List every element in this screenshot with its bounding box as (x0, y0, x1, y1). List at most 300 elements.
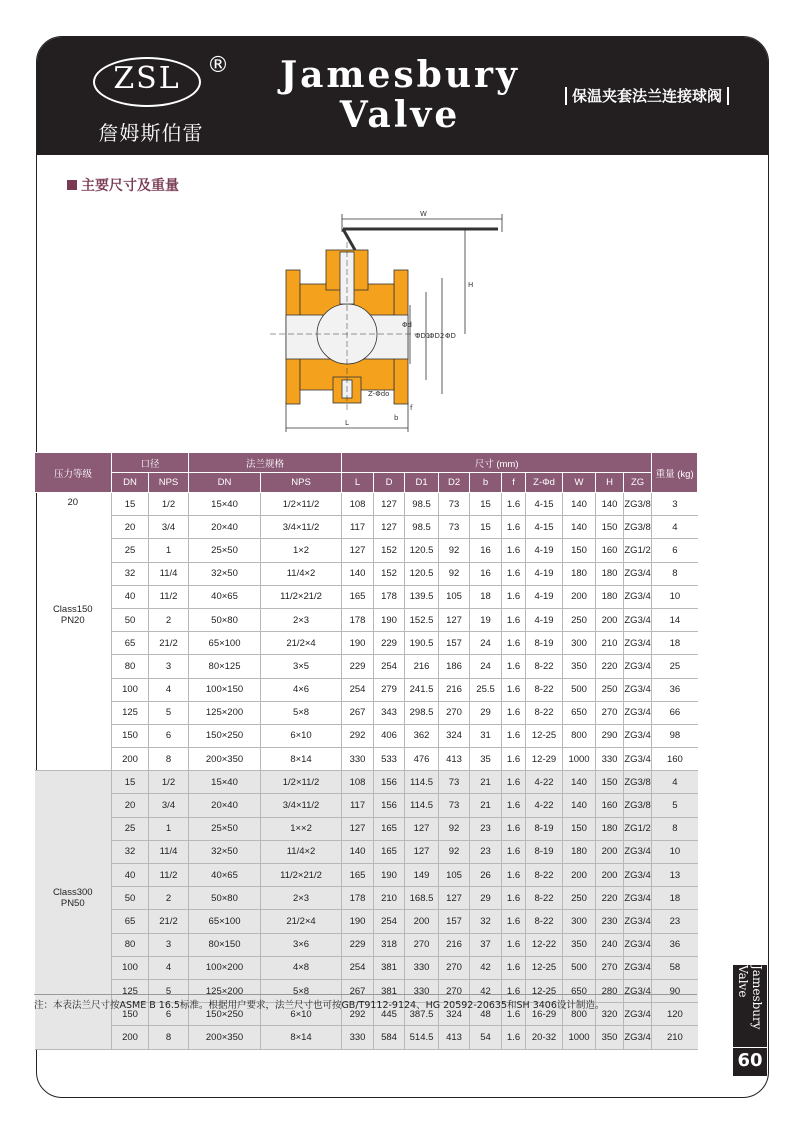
table-cell: 12-22 (526, 933, 563, 956)
table-cell: 3×5 (261, 655, 342, 678)
table-cell: 4-15 (526, 516, 563, 539)
table-row (35, 748, 698, 771)
table-cell: 4-22 (526, 771, 563, 794)
table-cell: 2×3 (261, 887, 342, 910)
table-cell: 165 (374, 840, 405, 863)
table-cell: 40 (112, 585, 149, 608)
table-cell: 381 (374, 979, 405, 1002)
table-cell: 210 (652, 1026, 698, 1049)
table-cell: 37 (470, 933, 502, 956)
table-cell: 8×14 (261, 1026, 342, 1049)
table-cell: 127 (374, 516, 405, 539)
table-cell: ZG3/4 (624, 979, 652, 1002)
table-cell: 32 (112, 562, 149, 585)
table-cell: 8-22 (526, 678, 563, 701)
label-w: W (420, 210, 427, 218)
table-cell: 35 (470, 748, 502, 771)
table-cell: 200 (596, 840, 624, 863)
table-cell: 229 (342, 933, 374, 956)
table-cell: 200 (563, 864, 596, 887)
table-cell: 200×350 (189, 1026, 261, 1049)
table-cell: 250 (563, 887, 596, 910)
table-row (35, 840, 698, 863)
table-cell: 241.5 (405, 678, 439, 701)
title-line-1: Jamesbury (280, 54, 520, 96)
table-cell: ZG3/4 (624, 956, 652, 979)
table-cell: 3/4 (149, 794, 189, 817)
table-cell: 4 (652, 516, 698, 539)
table-cell: 200 (112, 748, 149, 771)
table-cell: ZG3/4 (624, 632, 652, 655)
label-h: H (468, 281, 474, 289)
table-cell: 29 (470, 701, 502, 724)
table-cell: 16-29 (526, 1003, 563, 1026)
table-cell: 8-19 (526, 632, 563, 655)
table-cell: 178 (342, 887, 374, 910)
label-f: f (410, 404, 413, 412)
table-cell: 1.6 (502, 678, 526, 701)
label-zd: Z-Φdo (368, 390, 390, 398)
section-title: 主要尺寸及重量 (81, 178, 179, 194)
table-cell: 330 (342, 748, 374, 771)
table-cell: 240 (596, 933, 624, 956)
table-cell: 210 (596, 632, 624, 655)
table-cell: 150 (596, 771, 624, 794)
table-cell: 406 (374, 724, 405, 747)
table-cell: 23 (470, 840, 502, 863)
registered-mark: ® (207, 53, 229, 78)
table-cell: 31 (470, 724, 502, 747)
table-cell: 1.6 (502, 493, 526, 516)
table-cell: 20×40 (189, 794, 261, 817)
table-cell: 5×8 (261, 701, 342, 724)
table-cell: ZG3/4 (624, 585, 652, 608)
table-cell: 100 (112, 678, 149, 701)
table-cell: 11/2 (149, 864, 189, 887)
table-cell: 66 (652, 701, 698, 724)
table-cell: 32×50 (189, 840, 261, 863)
table-cell: 98 (652, 724, 698, 747)
table-cell: 108 (342, 493, 374, 516)
table-cell: 6 (652, 539, 698, 562)
table-cell: 320 (596, 1003, 624, 1026)
table-cell: 100×200 (189, 956, 261, 979)
header-weight: 重量 (kg) (652, 453, 698, 493)
table-cell: 10 (652, 585, 698, 608)
table-cell: 120.5 (405, 562, 439, 585)
table-cell: 73 (439, 516, 470, 539)
table-cell: 117 (342, 794, 374, 817)
table-cell: 21/2 (149, 910, 189, 933)
label-b: b (394, 414, 399, 422)
table-cell: 254 (342, 956, 374, 979)
table-cell: 8 (149, 748, 189, 771)
table-cell: 5×8 (261, 979, 342, 1002)
table-cell: 200 (563, 585, 596, 608)
table-cell: 1.6 (502, 539, 526, 562)
table-cell: 100 (112, 956, 149, 979)
table-cell: 165 (342, 864, 374, 887)
table-cell: 200 (405, 910, 439, 933)
table-cell: 92 (439, 817, 470, 840)
table-cell: 156 (374, 771, 405, 794)
table-row (35, 585, 698, 608)
table-cell: 1.6 (502, 585, 526, 608)
table-cell: 140 (563, 771, 596, 794)
table-cell: 152 (374, 539, 405, 562)
table-cell: 1 (149, 539, 189, 562)
table-cell: 11/4 (149, 562, 189, 585)
table-cell: 2 (149, 887, 189, 910)
table-row (35, 887, 698, 910)
subheader-cell: H (596, 473, 624, 493)
table-cell: 48 (470, 1003, 502, 1026)
table-cell: 18 (652, 887, 698, 910)
subheader-cell: D (374, 473, 405, 493)
table-cell: 250 (563, 608, 596, 631)
table-cell: 4×8 (261, 956, 342, 979)
table-cell: 20 (112, 794, 149, 817)
table-cell: 180 (596, 562, 624, 585)
table-cell: 25.5 (470, 678, 502, 701)
table-cell: 21 (470, 794, 502, 817)
square-bullet-icon (67, 180, 77, 190)
table-cell: 298.5 (405, 701, 439, 724)
table-cell: 1/2 (149, 493, 189, 516)
table-cell: 90 (652, 979, 698, 1002)
subheader-cell: DN (189, 473, 261, 493)
table-cell: ZG3/4 (624, 864, 652, 887)
table-row (35, 1026, 698, 1049)
table-cell: 65×100 (189, 910, 261, 933)
table-cell: 32 (470, 910, 502, 933)
label-D: ΦD (445, 332, 456, 340)
table-cell: 1/2 (149, 771, 189, 794)
table-cell: 4-15 (526, 493, 563, 516)
table-cell: 6×10 (261, 724, 342, 747)
subheader-cell: NPS (149, 473, 189, 493)
table-cell: 127 (439, 887, 470, 910)
table-row (35, 724, 698, 747)
product-subtitle: 保温夹套法兰连接球阀 (565, 87, 729, 105)
table-cell: 98.5 (405, 493, 439, 516)
table-row (35, 701, 698, 724)
page-number: 60 (737, 1050, 763, 1071)
table-cell: 26 (470, 864, 502, 887)
table-cell: 157 (439, 632, 470, 655)
table-cell: 4 (149, 678, 189, 701)
table-cell: 65×100 (189, 632, 261, 655)
table-cell: 114.5 (405, 794, 439, 817)
page-header (37, 37, 768, 155)
table-cell: 800 (563, 1003, 596, 1026)
table-cell: 1.6 (502, 608, 526, 631)
table-cell: 1.6 (502, 840, 526, 863)
table-cell: 50 (112, 887, 149, 910)
table-cell: 127 (405, 840, 439, 863)
table-row (35, 956, 698, 979)
table-cell: 267 (342, 979, 374, 1002)
table-cell: 25×50 (189, 539, 261, 562)
zsl-logo (83, 53, 253, 143)
subheader-cell: D2 (439, 473, 470, 493)
table-cell: 160 (652, 748, 698, 771)
table-cell: 40×65 (189, 585, 261, 608)
title-line-2: Valve (339, 94, 461, 136)
table-cell: 190 (342, 910, 374, 933)
table-cell: 270 (439, 979, 470, 1002)
table-cell: 186 (439, 655, 470, 678)
table-cell: ZG3/4 (624, 724, 652, 747)
table-cell: 5 (652, 794, 698, 817)
table-cell: 216 (439, 678, 470, 701)
table-cell: 11/4 (149, 840, 189, 863)
table-cell: 5 (149, 701, 189, 724)
table-cell: 21/2×4 (261, 910, 342, 933)
table-cell: 11/2×21/2 (261, 585, 342, 608)
table-cell: 254 (342, 678, 374, 701)
table-cell: ZG3/4 (624, 608, 652, 631)
table-cell: 1.6 (502, 887, 526, 910)
table-cell: 4-19 (526, 608, 563, 631)
label-d: Φd (402, 321, 412, 329)
table-cell: 24 (470, 632, 502, 655)
table-cell: ZG3/4 (624, 655, 652, 678)
table-cell: 13 (652, 864, 698, 887)
table-cell: 2 (149, 608, 189, 631)
table-cell: 125 (112, 979, 149, 1002)
table-cell: 1/2×11/2 (261, 771, 342, 794)
subheader-cell: Z-Φd (526, 473, 563, 493)
table-cell: 1.6 (502, 817, 526, 840)
table-cell: 20 (112, 516, 149, 539)
table-cell: 127 (374, 493, 405, 516)
table-cell: 200 (112, 1026, 149, 1049)
table-cell: 1.6 (502, 632, 526, 655)
table-cell: 125 (112, 701, 149, 724)
table-cell: 42 (470, 956, 502, 979)
table-cell: 73 (439, 794, 470, 817)
label-d2: ΦD2 (429, 332, 445, 340)
table-cell: 1.6 (502, 701, 526, 724)
table-cell: 42 (470, 979, 502, 1002)
table-cell: 229 (342, 655, 374, 678)
table-cell: 11/2 (149, 585, 189, 608)
table-cell: ZG3/4 (624, 1026, 652, 1049)
table-cell: 32 (112, 840, 149, 863)
table-cell: 250 (596, 678, 624, 701)
table-cell: 476 (405, 748, 439, 771)
table-cell: 279 (374, 678, 405, 701)
table-row (35, 794, 698, 817)
dimension-table (34, 452, 698, 1050)
table-cell: 3 (149, 655, 189, 678)
table-cell: 343 (374, 701, 405, 724)
table-cell: 150 (563, 817, 596, 840)
table-cell: 270 (439, 956, 470, 979)
table-cell: 200 (596, 608, 624, 631)
label-l: L (345, 419, 349, 427)
table-cell: 127 (405, 817, 439, 840)
table-cell: 73 (439, 493, 470, 516)
table-cell: ZG3/4 (624, 701, 652, 724)
table-cell: 165 (342, 585, 374, 608)
table-cell: 12-29 (526, 748, 563, 771)
table-cell: 152.5 (405, 608, 439, 631)
table-cell: 1.6 (502, 910, 526, 933)
table-cell: 2×3 (261, 608, 342, 631)
table-cell: 100×150 (189, 678, 261, 701)
table-cell: 168.5 (405, 887, 439, 910)
table-cell: 25×50 (189, 817, 261, 840)
table-cell: 533 (374, 748, 405, 771)
table-cell: 180 (563, 562, 596, 585)
table-cell: 150×250 (189, 1003, 261, 1026)
table-cell: 36 (652, 678, 698, 701)
table-cell: 12-25 (526, 979, 563, 1002)
table-cell: 127 (439, 608, 470, 631)
table-cell: 11/2×21/2 (261, 864, 342, 887)
table-cell: 150 (596, 516, 624, 539)
table-cell: 292 (342, 1003, 374, 1026)
table-cell: 50 (112, 608, 149, 631)
table-cell: 178 (342, 608, 374, 631)
table-cell: 125×200 (189, 979, 261, 1002)
subheader-cell: D1 (405, 473, 439, 493)
table-cell: 15×40 (189, 771, 261, 794)
table-cell: 1000 (563, 1026, 596, 1049)
table-cell: 140 (342, 562, 374, 585)
table-cell: 180 (596, 817, 624, 840)
table-cell: 8-19 (526, 817, 563, 840)
table-cell: 413 (439, 1026, 470, 1049)
table-cell: 300 (563, 910, 596, 933)
table-cell: 216 (439, 933, 470, 956)
table-cell: 387.5 (405, 1003, 439, 1026)
table-cell: 267 (342, 701, 374, 724)
table-cell: 8-19 (526, 840, 563, 863)
table-row (35, 493, 698, 516)
table-cell: 21 (470, 771, 502, 794)
table-cell: 330 (342, 1026, 374, 1049)
table-cell: 127 (342, 539, 374, 562)
table-cell: 8×14 (261, 748, 342, 771)
table-cell: 190 (374, 864, 405, 887)
table-cell: ZG3/4 (624, 840, 652, 863)
subheader-cell: W (563, 473, 596, 493)
table-cell: ZG3/4 (624, 1003, 652, 1026)
table-cell: 54 (470, 1026, 502, 1049)
table-cell: 140 (563, 493, 596, 516)
table-cell: 1.6 (502, 979, 526, 1002)
table-cell: 16 (470, 562, 502, 585)
table-cell: 73 (439, 771, 470, 794)
table-cell: 178 (374, 585, 405, 608)
table-cell: 8-22 (526, 887, 563, 910)
table-cell: 10 (652, 840, 698, 863)
pressure-top: 20 (67, 497, 79, 508)
table-cell: ZG3/4 (624, 748, 652, 771)
table-cell: 152 (374, 562, 405, 585)
table-cell: 381 (374, 956, 405, 979)
table-cell: 350 (563, 655, 596, 678)
table-cell: 3/4×11/2 (261, 794, 342, 817)
table-cell: 3/4×11/2 (261, 516, 342, 539)
table-cell: 140 (563, 794, 596, 817)
table-cell: 6 (149, 724, 189, 747)
table-cell: 25 (652, 655, 698, 678)
table-cell: 445 (374, 1003, 405, 1026)
table-cell: 117 (342, 516, 374, 539)
table-row (35, 817, 698, 840)
table-cell: 125×200 (189, 701, 261, 724)
table-cell: ZG1/2 (624, 539, 652, 562)
pressure-class-cell (35, 493, 112, 771)
table-cell: 584 (374, 1026, 405, 1049)
table-cell: 8-22 (526, 864, 563, 887)
table-cell: 1000 (563, 748, 596, 771)
table-cell: 18 (470, 585, 502, 608)
table-cell: 210 (374, 887, 405, 910)
table-cell: 1.6 (502, 771, 526, 794)
table-cell: 350 (596, 1026, 624, 1049)
header-flange: 法兰规格 (189, 453, 342, 473)
table-cell: ZG3/8 (624, 771, 652, 794)
table-cell: ZG3/4 (624, 933, 652, 956)
table-cell: ZG3/4 (624, 562, 652, 585)
table-cell: 23 (470, 817, 502, 840)
table-cell: 20-32 (526, 1026, 563, 1049)
table-cell: 92 (439, 840, 470, 863)
table-row (35, 608, 698, 631)
table-cell: 230 (596, 910, 624, 933)
table-cell: 650 (563, 979, 596, 1002)
table-cell: 12-25 (526, 956, 563, 979)
table-cell: 32×50 (189, 562, 261, 585)
table-cell: 500 (563, 956, 596, 979)
table-cell: ZG3/4 (624, 887, 652, 910)
table-cell: 80 (112, 933, 149, 956)
table-cell: 6×10 (261, 1003, 342, 1026)
subheader-cell: L (342, 473, 374, 493)
table-cell: 254 (374, 910, 405, 933)
table-cell: 150×250 (189, 724, 261, 747)
subheader-cell: b (470, 473, 502, 493)
table-row (35, 771, 698, 794)
valve-drawing (230, 172, 530, 432)
table-cell: 190.5 (405, 632, 439, 655)
dimension-table-wrap (34, 452, 697, 1050)
table-cell: 800 (563, 724, 596, 747)
table-cell: 292 (342, 724, 374, 747)
table-cell: 1 (149, 817, 189, 840)
table-cell: 324 (439, 1003, 470, 1026)
table-cell: 1.6 (502, 655, 526, 678)
table-cell: 8-22 (526, 655, 563, 678)
table-cell: ZG1/2 (624, 817, 652, 840)
table-cell: 3/4 (149, 516, 189, 539)
table-cell: 65 (112, 910, 149, 933)
table-cell: 300 (563, 632, 596, 655)
table-cell: 114.5 (405, 771, 439, 794)
table-cell: 229 (374, 632, 405, 655)
table-cell: 11/4×2 (261, 840, 342, 863)
table-cell: 8-22 (526, 701, 563, 724)
label-d1: ΦD1 (415, 332, 431, 340)
table-cell: 1/2×11/2 (261, 493, 342, 516)
table-cell: 50×80 (189, 608, 261, 631)
subheader-cell: f (502, 473, 526, 493)
